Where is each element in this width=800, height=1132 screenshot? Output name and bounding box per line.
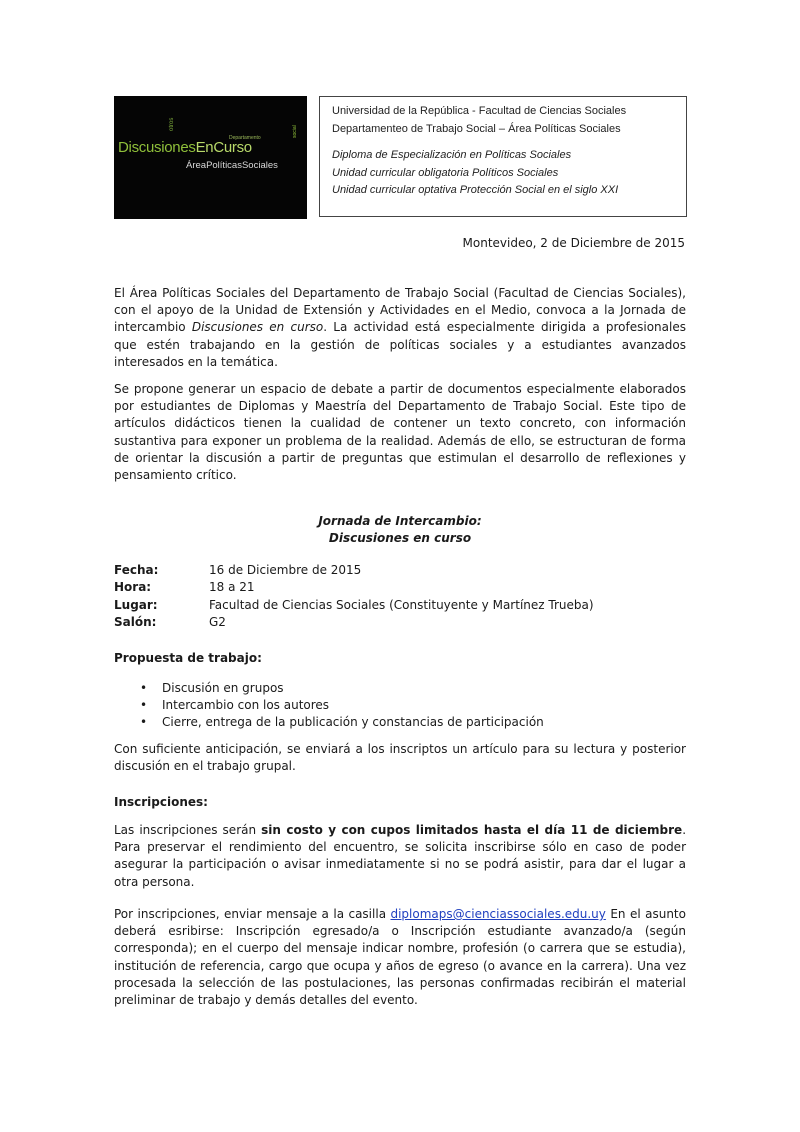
discusiones-en-curso-logo <box>114 96 307 219</box>
list-item: • Intercambio con los autores <box>140 697 544 714</box>
logo-sub-text: ÁreaPolíticasSociales <box>186 160 278 171</box>
registration-heading: Inscripciones: <box>114 795 208 809</box>
header-line-department: Departamenteo de Trabajo Social – Área Políticas Sociales <box>332 122 621 135</box>
registration-paragraph: Las inscripciones serán sin costo y con cupos limitados hasta el día 11 de diciembre. Para preservar el rendimiento del encuentro, se solicita inscribirse sólo en caso de poder asegurar la participación o avisar inmediatamente si no se podrá asistir, para dar el lugar a otra persona. <box>114 823 687 889</box>
event-details <box>114 562 594 631</box>
detail-row-place: Lugar: Facultad de Ciencias Sociales (Constituyente y Martínez Trueba) <box>114 597 594 612</box>
header-line-diploma: Diploma de Especialización en Políticas Sociales <box>332 149 572 161</box>
document-date: Montevideo, 2 de Diciembre de 2015 <box>462 236 685 250</box>
institution-header-box <box>319 96 687 217</box>
header-line-optional-unit: Unidad curricular optativa Protección Social en el siglo XXI <box>332 184 619 196</box>
detail-row-date: Fecha: 16 de Diciembre de 2015 <box>114 563 362 577</box>
registration-instructions: Por inscripciones, enviar mensaje a la casilla diplomaps@cienciassociales.edu.uy En el asunto deberá esribirse: Inscripción egresado/a o Inscripción estudiante avanzado/a (según corresponda); en el cuerpo del mensaje indicar nombre, profesión (o carrera que se estudia), institución de referencia, cargo que ocupa y años de egreso (o avance en la carrera). Una vez procesada la selección de las postulaciones, las personas confirmadas recibirán el material preliminar de trabajo y demás detalles del evento. <box>114 907 686 1008</box>
list-item: • Discusión en grupos <box>140 680 544 697</box>
detail-row-room: Salón: G2 <box>114 614 226 629</box>
logo-small-word: Departamento <box>229 135 261 141</box>
intro-paragraph: El Área Políticas Sociales del Departamento de Trabajo Social (Facultad de Ciencias Sociales), con el apoyo de la Unidad de Extensión y Actividades en el Medio, convoca a la Jornada de intercambio Discusiones en curso. La actividad está especialmente dirigida a profesionales que estén trabajando en la gestión de políticas sociales y a estudiantes avanzados interesados en la temática. <box>114 286 686 369</box>
list-item: • Cierre, entrega de la publicación y constancias de participación <box>140 714 544 731</box>
reading-paragraph: Con suficiente anticipación, se enviará a los inscriptos un artículo para su lectura y posterior discusión en el trabajo grupal. <box>114 742 686 774</box>
header-line-mandatory-unit: Unidad curricular obligatoria Políticos Sociales <box>332 166 559 179</box>
logo-small-word: social <box>292 125 298 138</box>
event-title: Jornada de Intercambio: Discusiones en curso <box>318 514 482 545</box>
proposal-list <box>140 680 544 732</box>
header-line-university: Universidad de la República - Facultad de Ciencias Sociales <box>332 105 627 117</box>
logo-small-word: otros <box>169 117 175 131</box>
detail-row-time: Hora: 18 a 21 <box>114 580 255 595</box>
logo-main-text: DiscusionesEnCurso <box>118 139 252 156</box>
proposal-heading: Propuesta de trabajo: <box>114 651 262 665</box>
purpose-paragraph: Se propone generar un espacio de debate a partir de documentos especialmente elaborados por estudiantes de Diplomas y Maestría del Departamento de Trabajo Social. Este tipo de artículos didácticos tienen la cualidad de contener un texto concreto, con información sustantiva para exponer un problema de la realidad. Además de ello, se estructuran de forma de orientar la discusión a partir de preguntas que estimulan el desarrollo de reflexiones y pensamiento crítico. <box>114 382 686 483</box>
email-link[interactable]: diplomaps@cienciassociales.edu.uy <box>390 907 606 921</box>
